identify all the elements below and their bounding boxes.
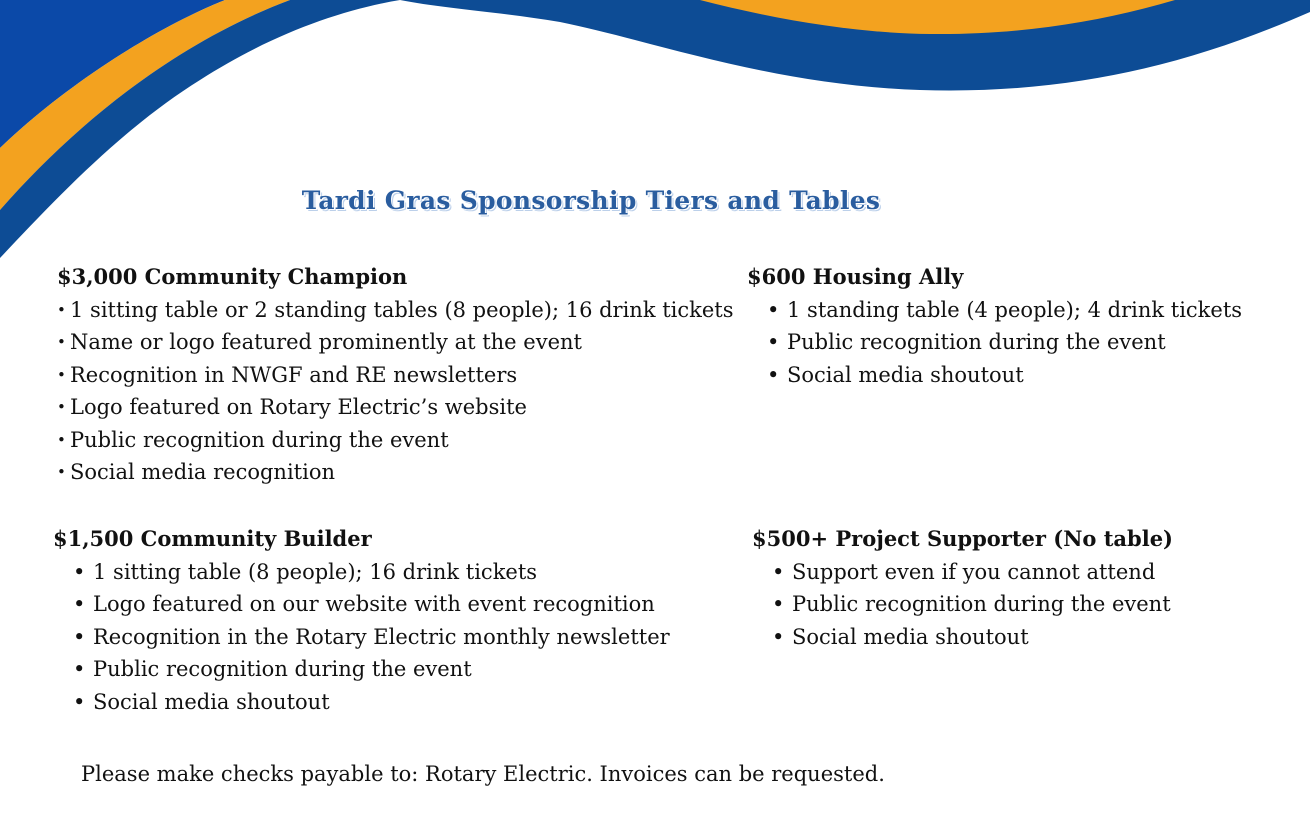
list-item: • 1 standing table (4 people); 4 drink tickets bbox=[747, 294, 1242, 326]
tier-project-supporter bbox=[752, 524, 1173, 653]
list-item: • Recognition in the Rotary Electric monthly newsletter bbox=[53, 621, 670, 653]
list-item: • 1 sitting table (8 people); 16 drink tickets bbox=[53, 556, 670, 588]
page-title: Tardi Gras Sponsorship Tiers and Tables bbox=[301, 186, 881, 215]
tier-heading: $3,000 Community Champion bbox=[57, 264, 408, 289]
list-item: • Public recognition during the event bbox=[747, 326, 1242, 358]
tier-heading: $500+ Project Supporter (No table) bbox=[752, 526, 1173, 551]
tier-heading: $1,500 Community Builder bbox=[53, 526, 372, 551]
list-item: • Recognition in NWGF and RE newsletters bbox=[57, 359, 734, 391]
list-item: • Logo featured on Rotary Electric’s website bbox=[57, 391, 734, 423]
benefit-list bbox=[752, 556, 1173, 653]
list-item: • Support even if you cannot attend bbox=[752, 556, 1173, 588]
list-item: • Social media recognition bbox=[57, 456, 734, 488]
list-item: • Social media shoutout bbox=[53, 686, 670, 718]
list-item: • 1 sitting table or 2 standing tables (8 people); 16 drink tickets bbox=[57, 294, 734, 326]
tier-community-builder bbox=[53, 524, 670, 718]
payment-note: Please make checks payable to: Rotary Electric. Invoices can be requested. bbox=[81, 762, 885, 786]
list-item: • Logo featured on our website with event recognition bbox=[53, 588, 670, 620]
list-item: • Social media shoutout bbox=[752, 621, 1173, 653]
benefit-list bbox=[53, 556, 670, 718]
tier-community-champion bbox=[57, 262, 734, 488]
tier-heading: $600 Housing Ally bbox=[747, 264, 964, 289]
list-item: • Name or logo featured prominently at the event bbox=[57, 326, 734, 358]
list-item: • Public recognition during the event bbox=[53, 653, 670, 685]
decorative-wave-header bbox=[0, 0, 1310, 300]
benefit-list bbox=[747, 294, 1242, 391]
list-item: • Social media shoutout bbox=[747, 359, 1242, 391]
tier-housing-ally bbox=[747, 262, 1242, 391]
list-item: • Public recognition during the event bbox=[57, 424, 734, 456]
benefit-list bbox=[57, 294, 734, 488]
list-item: • Public recognition during the event bbox=[752, 588, 1173, 620]
